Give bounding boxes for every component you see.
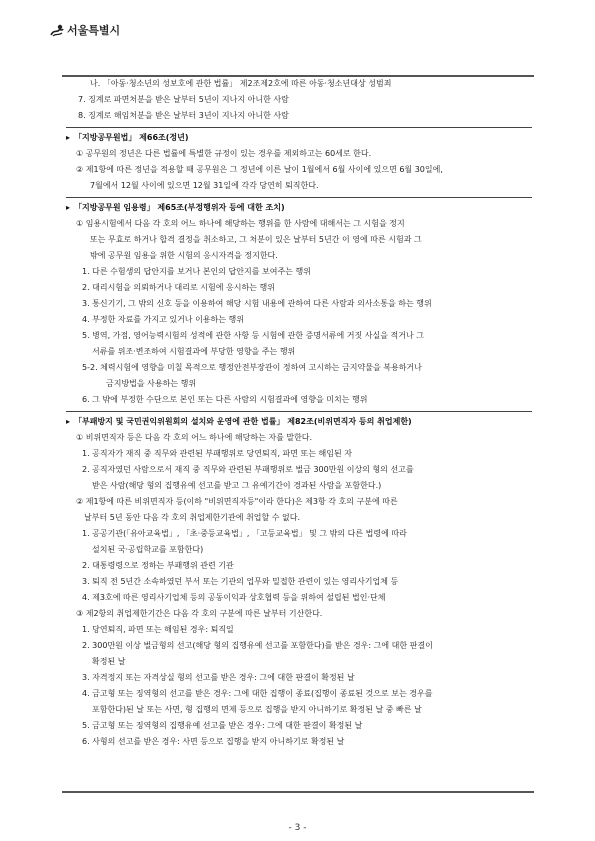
body-line: 6. 그 밖에 부정한 수단으로 본인 또는 다른 사람의 시험결과에 영향을 미치는 행위 [82,395,368,404]
body-line: 포함한다)된 날 또는 사면, 형 집행의 면제 등으로 집행을 받지 아니하기로 확정된 날 중 빠른 날 [92,705,422,714]
body-line: 4. 제3호에 따른 영리사기업체 등의 공동이익과 상호협력 등을 위하여 설립된 법인·단체 [82,593,386,602]
body-line: ① 비위면직자 등은 다음 각 호의 어느 하나에 해당하는 자를 말한다. [76,433,313,442]
body-line: 8. 징계로 해임처분을 받은 날부터 3년이 지나지 아니한 사람 [78,111,289,120]
body-line: 2. 300만원 이상 벌금형의 선고(해당 형의 집행유예 선고를 포함한다)를 받은 경우: 그에 대한 판결이 [82,641,433,650]
body-line: ① 임용시험에서 다음 각 호의 어느 하나에 해당하는 행위를 한 사람에 대해서는 그 시험을 정지 [76,219,405,228]
section-heading: ▸ 「부패방지 및 국민권익위원회의 설치와 운영에 관한 법률」 제82조(비위면직자 등의 취업제한) [66,417,532,427]
section-divider [66,411,532,412]
body-line: ② 제1항에 따른 정년을 적용할 때 공무원은 그 정년에 이른 날이 1월에서 6월 사이에 있으면 6월 30일에, [76,165,443,174]
section-heading: ▸ 「지방공무원법」 제66조(정년) [66,133,532,143]
body-line: 7월에서 12월 사이에 있으면 12월 31일에 각각 당연히 퇴직한다. [90,181,319,190]
body-line: 4. 금고형 또는 징역형의 선고를 받은 경우: 그에 대한 집행이 종료(집행이 종료된 것으로 보는 경우를 [82,689,433,698]
body-line: 2. 대리시험을 의뢰하거나 대리로 시험에 응시하는 행위 [82,283,275,292]
page-number: - 3 - [288,823,307,833]
body-line: 확정된 날 [92,657,126,666]
body-line: 7. 징계로 파면처분을 받은 날부터 5년이 지나지 아니한 사람 [78,95,289,104]
body-line: 밖에 공무원 임용을 위한 시험의 응시자격을 정지한다. [90,251,278,260]
body-line: 2. 대통령령으로 정하는 부패행위 관련 기관 [82,561,234,570]
body-line: ② 제1항에 따른 비위면직자 등(이하 "비위면직자등"이라 한다)은 제3항 각 호의 구분에 따른 [76,497,398,506]
body-line: 1. 공직자가 재직 중 직무와 관련된 부패행위로 당연퇴직, 파면 또는 해임된 자 [82,449,352,458]
body-line: 서류를 위조·변조하여 시험결과에 부당한 영향을 주는 행위 [92,347,296,356]
document-body [66,79,532,753]
seoul-emblem-icon [50,24,64,37]
body-line: 4. 부정한 자료를 가지고 있거나 이용하는 행위 [82,315,244,324]
body-line: 1. 다른 수험생의 답안지를 보거나 본인의 답안지를 보여주는 행위 [82,267,311,276]
body-line: ③ 제2항의 취업제한기간은 다음 각 호의 구분에 따른 날부터 기산한다. [76,609,323,618]
body-line: 3. 통신기기, 그 밖의 신호 등을 이용하여 해당 시험 내용에 관하여 다른 사람과 의사소통을 하는 행위 [82,299,432,308]
body-line: 5-2. 체력시험에 영향을 미칠 목적으로 행정안전부장관이 정하여 고시하는 금지약물을 복용하거나 [82,363,422,372]
body-line: 나. 「아동·청소년의 성보호에 관한 법률」 제2조제2호에 따른 아동·청소년대상 성범죄 [90,79,392,88]
body-line: 5. 금고형 또는 징역형의 집행유예 선고를 받은 경우: 그에 대한 판결이 확정된 날 [82,721,363,730]
seoul-logo [50,22,120,38]
body-line: 3. 자격정지 또는 자격상실 형의 선고를 받은 경우: 그에 대한 판결이 확정된 날 [82,673,355,682]
section-heading: ▸ 「지방공무원 임용령」 제65조(부정행위자 등에 대한 조치) [66,203,532,213]
body-line: 3. 퇴직 전 5년간 소속하였던 부서 또는 기관의 업무와 밀접한 관련이 있는 영리사기업체 등 [82,577,399,586]
section-divider [66,127,532,128]
body-line: 2. 공직자였던 사람으로서 재직 중 직무와 관련된 부패행위로 벌금 300만원 이상의 형의 선고를 [82,465,414,474]
body-line: 날부터 5년 동안 다음 각 호의 취업제한기관에 취업할 수 없다. [84,513,300,522]
body-line: ① 공무원의 정년은 다른 법률에 특별한 규정이 있는 경우를 제외하고는 60세로 한다. [76,149,372,158]
body-line: 6. 사형의 선고를 받은 경우: 사면 등으로 집행을 받지 아니하기로 확정된 날 [82,737,345,746]
body-line: 받은 사람(해당 형의 집행유예 선고를 받고 그 유예기간이 경과된 사람을 포함한다.) [92,481,382,490]
body-line: 5. 병역, 가점, 영어능력시험의 성적에 관한 사항 등 시험에 관한 증명서류에 거짓 사실을 적거나 그 [82,331,424,340]
body-line: 또는 무효로 하거나 합격 결정을 취소하고, 그 처분이 있은 날부터 5년간 이 영에 따른 시험과 그 [90,235,422,244]
body-line: 1. 당연퇴직, 파면 또는 해임된 경우: 퇴직일 [82,625,234,634]
body-line: 설치된 국·공립학교를 포함한다) [92,545,204,554]
logo-text: 서울특별시 [67,24,121,37]
body-line: 1. 공공기관(「유아교육법」, 「초·중등교육법」, 「고등교육법」 및 그 밖의 다른 법령에 따라 [82,529,407,538]
section-divider [66,197,532,198]
body-line: 금지방법을 사용하는 행위 [106,379,197,388]
